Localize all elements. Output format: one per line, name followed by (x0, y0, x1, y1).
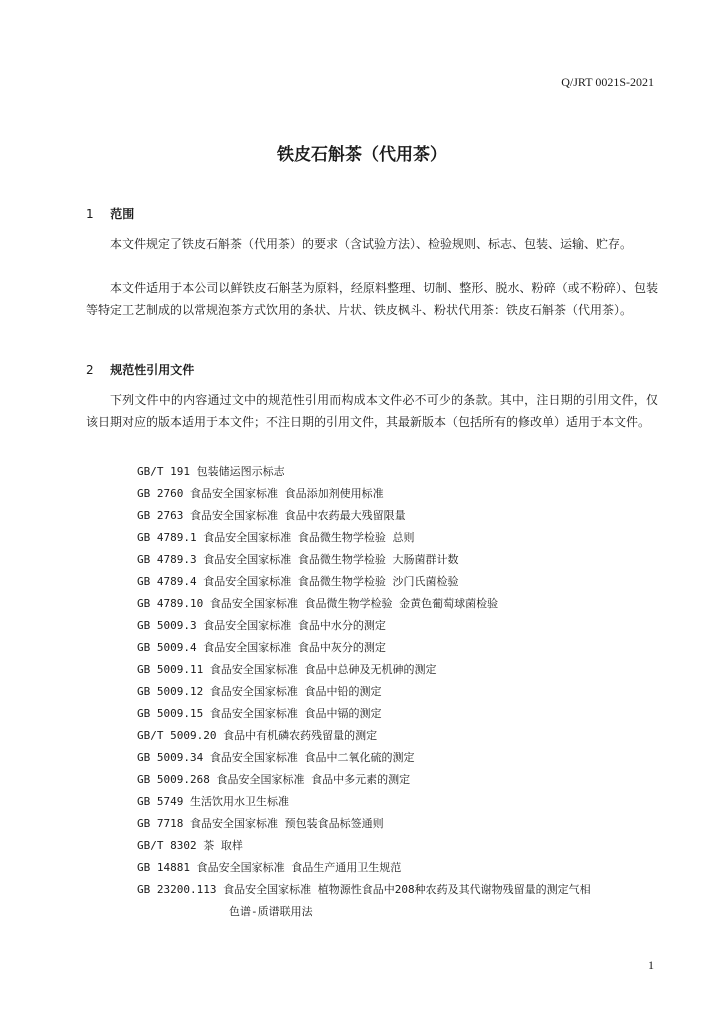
reference-item: GB/T 8302 茶 取样 (137, 839, 243, 852)
reference-item: GB 4789.10 食品安全国家标准 食品微生物学检验 金黄色葡萄球菌检验 (137, 597, 499, 610)
section-1-number: 1 (86, 207, 94, 221)
reference-list (137, 461, 677, 923)
section-2-heading (86, 361, 194, 378)
reference-item: GB 5009.3 食品安全国家标准 食品中水分的测定 (137, 619, 386, 632)
reference-item: GB 5009.15 食品安全国家标准 食品中镉的测定 (137, 707, 382, 720)
reference-item: GB 2760 食品安全国家标准 食品添加剂使用标准 (137, 487, 384, 500)
reference-item: GB/T 191 包装储运图示标志 (137, 465, 285, 478)
section-1-title: 范围 (110, 207, 135, 221)
document-number: Q/JRT 0021S-2021 (561, 75, 654, 89)
reference-item: GB/T 5009.20 食品中有机磷农药残留量的测定 (137, 729, 378, 742)
reference-item-last (137, 879, 677, 923)
reference-item: GB 5009.4 食品安全国家标准 食品中灰分的测定 (137, 641, 386, 654)
section-1-paragraph-2: 本文件适用于本公司以鲜铁皮石斛茎为原料，经原料整理、切制、整形、脱水、粉碎（或不粉碎）、包装等特定工艺制成的以常规泡茶方式饮用的条状、片状、铁皮枫斗、粉状代用茶：铁皮石斛茶（代用茶）。 (86, 281, 658, 317)
reference-item: GB 14881 食品安全国家标准 食品生产通用卫生规范 (137, 861, 402, 874)
reference-item: GB 5009.11 食品安全国家标准 食品中总砷及无机砷的测定 (137, 663, 437, 676)
section-2-title: 规范性引用文件 (110, 363, 195, 377)
reference-item: GB 7718 食品安全国家标准 预包装食品标签通则 (137, 817, 384, 830)
reference-item: GB 4789.1 食品安全国家标准 食品微生物学检验 总则 (137, 531, 415, 544)
reference-item: GB 5749 生活饮用水卫生标准 (137, 795, 289, 808)
reference-item: GB 2763 食品安全国家标准 食品中农药最大残留限量 (137, 509, 406, 522)
reference-item: GB 5009.12 食品安全国家标准 食品中铅的测定 (137, 685, 382, 698)
reference-item: GB 5009.268 食品安全国家标准 食品中多元素的测定 (137, 773, 411, 786)
section-1-heading (86, 205, 134, 222)
section-2-intro: 下列文件中的内容通过文中的规范性引用而构成本文件必不可少的条款。其中，注日期的引用文件，仅该日期对应的版本适用于本文件；不注日期的引用文件，其最新版本（包括所有的修改单）适用于本文件。 (86, 393, 658, 429)
reference-item: GB 5009.34 食品安全国家标准 食品中二氧化硫的测定 (137, 751, 415, 764)
reference-item-last-line2: 色谱-质谱联用法 (229, 905, 313, 918)
reference-item: GB 4789.3 食品安全国家标准 食品微生物学检验 大肠菌群计数 (137, 553, 459, 566)
reference-item-last-line1: GB 23200.113 食品安全国家标准 植物源性食品中208种农药及其代谢物残留量的测定气相 (137, 883, 591, 896)
reference-item: GB 4789.4 食品安全国家标准 食品微生物学检验 沙门氏菌检验 (137, 575, 459, 588)
section-1-paragraph-1: 本文件规定了铁皮石斛茶（代用茶）的要求（含试验方法）、检验规则、标志、包装、运输、贮存。 (110, 237, 633, 251)
section-2-number: 2 (86, 363, 94, 377)
document-title: 铁皮石斛茶（代用茶） (277, 145, 447, 165)
page-number: 1 (648, 958, 654, 972)
